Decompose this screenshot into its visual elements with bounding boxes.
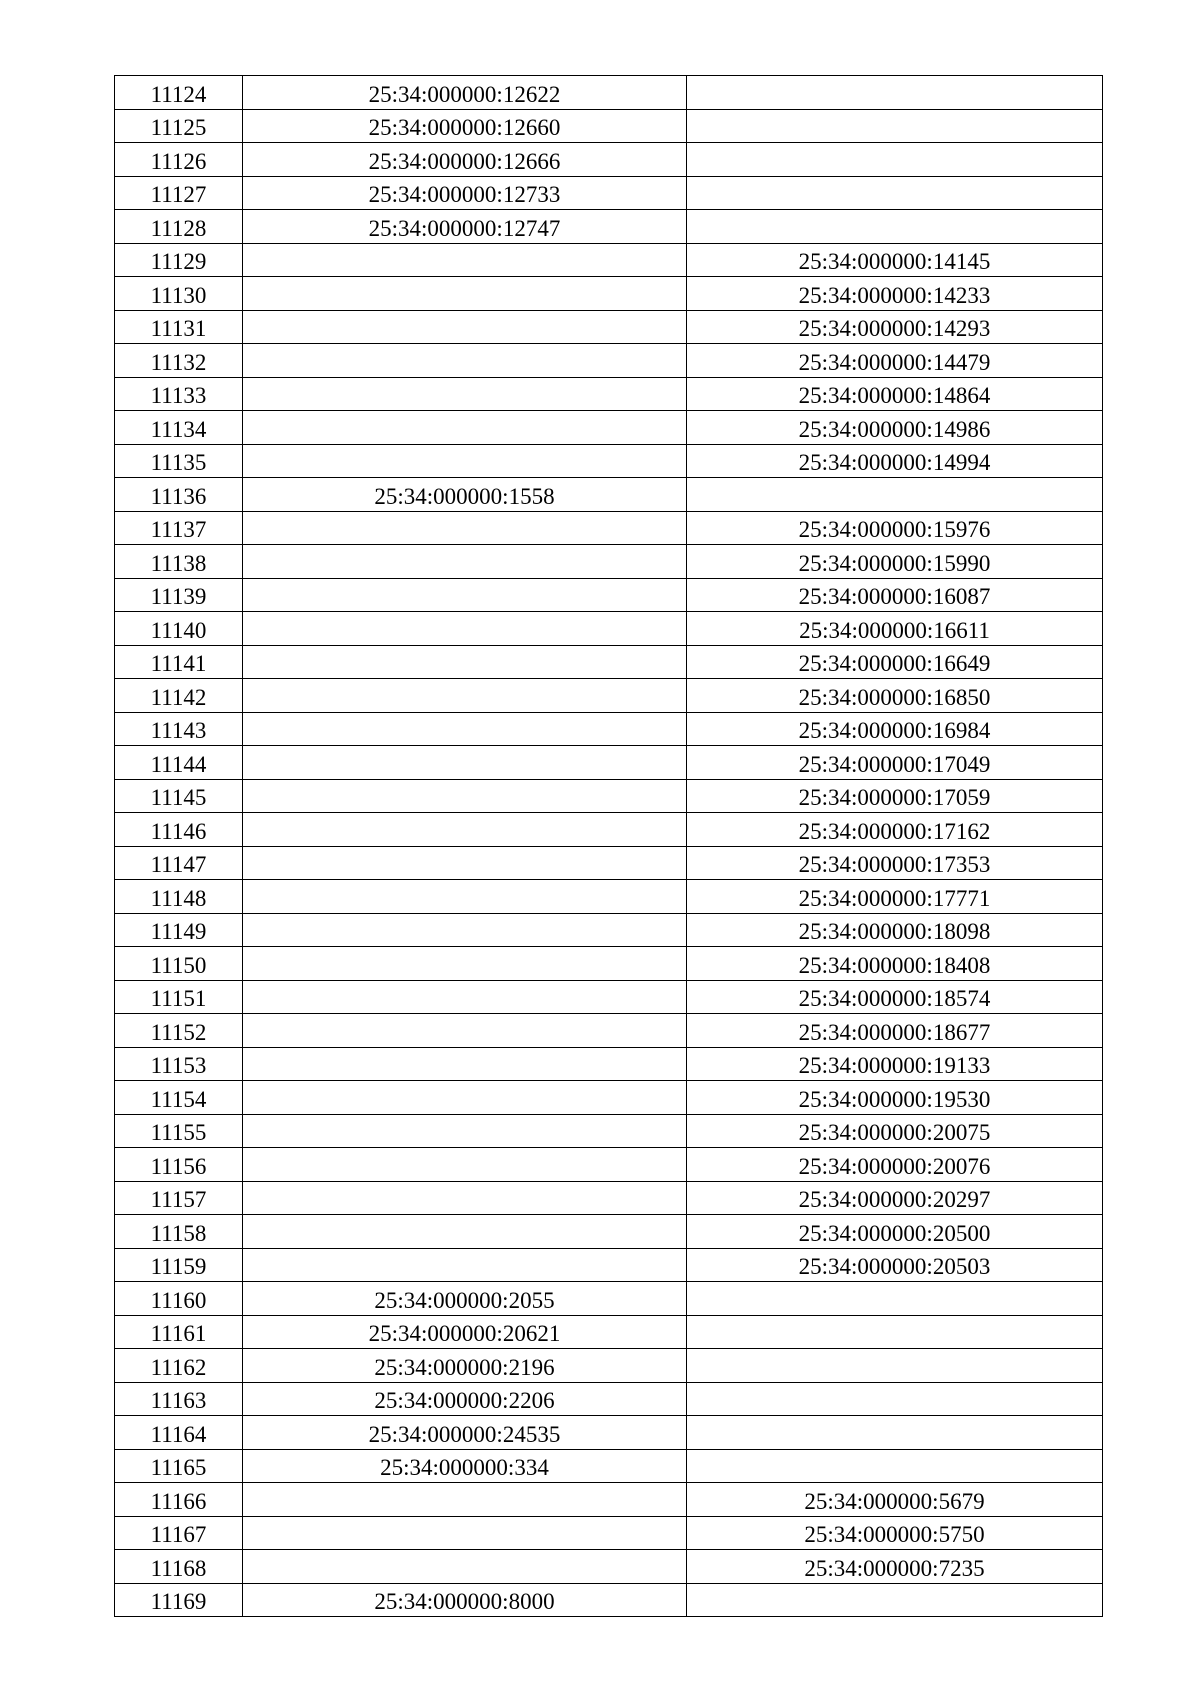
- table-row: [115, 545, 1103, 579]
- row-number-cell: 11140: [115, 612, 243, 646]
- cadastral-number-cell-col3: 25:34:000000:16649: [687, 645, 1103, 679]
- table-row: [115, 76, 1103, 110]
- table-row: [115, 813, 1103, 847]
- row-number-cell: 11164: [115, 1416, 243, 1450]
- row-number-cell: 11136: [115, 478, 243, 512]
- row-number-cell: 11139: [115, 578, 243, 612]
- table-row: [115, 846, 1103, 880]
- cadastral-number-cell-col2: [243, 712, 687, 746]
- row-number-cell: 11169: [115, 1583, 243, 1617]
- row-number-cell: 11137: [115, 511, 243, 545]
- cadastral-number-cell-col2: 25:34:000000:1558: [243, 478, 687, 512]
- table-row: [115, 143, 1103, 177]
- cadastral-number-cell-col3: 25:34:000000:14986: [687, 411, 1103, 445]
- cadastral-number-cell-col3: 25:34:000000:5750: [687, 1516, 1103, 1550]
- table-row: [115, 779, 1103, 813]
- row-number-cell: 11155: [115, 1114, 243, 1148]
- table-row: [115, 411, 1103, 445]
- cadastral-number-cell-col2: [243, 277, 687, 311]
- table-row: [115, 947, 1103, 981]
- table-row: [115, 1081, 1103, 1115]
- table-row: [115, 1382, 1103, 1416]
- cadastral-number-table: [114, 75, 1103, 1617]
- table-row: [115, 1315, 1103, 1349]
- cadastral-number-cell-col3: [687, 76, 1103, 110]
- cadastral-number-cell-col3: 25:34:000000:17771: [687, 880, 1103, 914]
- cadastral-number-cell-col3: 25:34:000000:17059: [687, 779, 1103, 813]
- row-number-cell: 11165: [115, 1449, 243, 1483]
- row-number-cell: 11163: [115, 1382, 243, 1416]
- table-row: [115, 444, 1103, 478]
- cadastral-number-cell-col2: [243, 1248, 687, 1282]
- row-number-cell: 11168: [115, 1550, 243, 1584]
- cadastral-number-cell-col2: [243, 1047, 687, 1081]
- cadastral-number-cell-col3: 25:34:000000:14864: [687, 377, 1103, 411]
- row-number-cell: 11150: [115, 947, 243, 981]
- row-number-cell: 11160: [115, 1282, 243, 1316]
- row-number-cell: 11162: [115, 1349, 243, 1383]
- cadastral-number-cell-col3: [687, 109, 1103, 143]
- cadastral-number-cell-col2: [243, 679, 687, 713]
- cadastral-number-cell-col3: [687, 1282, 1103, 1316]
- table-row: [115, 1349, 1103, 1383]
- table-body: [115, 76, 1103, 1617]
- row-number-cell: 11148: [115, 880, 243, 914]
- row-number-cell: 11133: [115, 377, 243, 411]
- cadastral-number-cell-col2: [243, 1181, 687, 1215]
- table-row: [115, 1047, 1103, 1081]
- row-number-cell: 11157: [115, 1181, 243, 1215]
- cadastral-number-cell-col2: 25:34:000000:12660: [243, 109, 687, 143]
- table-row: [115, 578, 1103, 612]
- row-number-cell: 11127: [115, 176, 243, 210]
- table-row: [115, 1215, 1103, 1249]
- cadastral-number-cell-col3: 25:34:000000:19133: [687, 1047, 1103, 1081]
- row-number-cell: 11134: [115, 411, 243, 445]
- table-row: [115, 980, 1103, 1014]
- table-row: [115, 1114, 1103, 1148]
- cadastral-number-cell-col3: 25:34:000000:14293: [687, 310, 1103, 344]
- cadastral-number-cell-col2: [243, 1550, 687, 1584]
- row-number-cell: 11138: [115, 545, 243, 579]
- table-row: [115, 1583, 1103, 1617]
- cadastral-number-cell-col3: 25:34:000000:16611: [687, 612, 1103, 646]
- cadastral-number-cell-col2: [243, 746, 687, 780]
- cadastral-number-cell-col2: [243, 578, 687, 612]
- cadastral-number-cell-col3: 25:34:000000:14145: [687, 243, 1103, 277]
- cadastral-number-cell-col3: 25:34:000000:5679: [687, 1483, 1103, 1517]
- cadastral-number-cell-col2: [243, 645, 687, 679]
- cadastral-number-cell-col2: 25:34:000000:12733: [243, 176, 687, 210]
- cadastral-number-cell-col3: [687, 1349, 1103, 1383]
- cadastral-number-cell-col2: [243, 980, 687, 1014]
- row-number-cell: 11154: [115, 1081, 243, 1115]
- cadastral-number-cell-col3: [687, 210, 1103, 244]
- table-row: [115, 310, 1103, 344]
- cadastral-number-cell-col2: 25:34:000000:24535: [243, 1416, 687, 1450]
- table-row: [115, 1483, 1103, 1517]
- row-number-cell: 11159: [115, 1248, 243, 1282]
- cadastral-number-cell-col2: [243, 310, 687, 344]
- cadastral-number-cell-col3: 25:34:000000:20500: [687, 1215, 1103, 1249]
- table-row: [115, 712, 1103, 746]
- cadastral-number-cell-col3: [687, 1315, 1103, 1349]
- cadastral-number-cell-col2: [243, 846, 687, 880]
- cadastral-number-cell-col2: [243, 1148, 687, 1182]
- table-row: [115, 1449, 1103, 1483]
- cadastral-number-cell-col2: [243, 243, 687, 277]
- cadastral-number-cell-col2: 25:34:000000:12622: [243, 76, 687, 110]
- table-row: [115, 478, 1103, 512]
- row-number-cell: 11141: [115, 645, 243, 679]
- table-row: [115, 210, 1103, 244]
- table-row: [115, 1516, 1103, 1550]
- cadastral-number-cell-col3: 25:34:000000:14233: [687, 277, 1103, 311]
- table-row: [115, 1181, 1103, 1215]
- cadastral-number-cell-col2: 25:34:000000:12747: [243, 210, 687, 244]
- row-number-cell: 11156: [115, 1148, 243, 1182]
- table-row: [115, 612, 1103, 646]
- row-number-cell: 11130: [115, 277, 243, 311]
- cadastral-number-cell-col3: 25:34:000000:17162: [687, 813, 1103, 847]
- row-number-cell: 11132: [115, 344, 243, 378]
- table-row: [115, 746, 1103, 780]
- cadastral-number-cell-col2: 25:34:000000:2055: [243, 1282, 687, 1316]
- cadastral-number-cell-col2: [243, 913, 687, 947]
- row-number-cell: 11147: [115, 846, 243, 880]
- cadastral-number-cell-col2: 25:34:000000:334: [243, 1449, 687, 1483]
- cadastral-number-cell-col3: [687, 1416, 1103, 1450]
- cadastral-number-cell-col3: [687, 143, 1103, 177]
- cadastral-number-cell-col3: [687, 1583, 1103, 1617]
- row-number-cell: 11161: [115, 1315, 243, 1349]
- row-number-cell: 11128: [115, 210, 243, 244]
- cadastral-number-cell-col2: [243, 1516, 687, 1550]
- cadastral-number-cell-col2: [243, 444, 687, 478]
- cadastral-number-cell-col2: 25:34:000000:12666: [243, 143, 687, 177]
- row-number-cell: 11125: [115, 109, 243, 143]
- cadastral-number-cell-col3: 25:34:000000:15990: [687, 545, 1103, 579]
- cadastral-number-cell-col2: [243, 344, 687, 378]
- cadastral-number-cell-col3: 25:34:000000:14479: [687, 344, 1103, 378]
- table-row: [115, 1416, 1103, 1450]
- cadastral-number-cell-col2: [243, 947, 687, 981]
- table-row: [115, 1148, 1103, 1182]
- table-row: [115, 511, 1103, 545]
- row-number-cell: 11158: [115, 1215, 243, 1249]
- cadastral-number-cell-col3: 25:34:000000:20076: [687, 1148, 1103, 1182]
- cadastral-number-cell-col3: 25:34:000000:17049: [687, 746, 1103, 780]
- cadastral-number-cell-col2: [243, 880, 687, 914]
- cadastral-number-cell-col2: 25:34:000000:2206: [243, 1382, 687, 1416]
- row-number-cell: 11152: [115, 1014, 243, 1048]
- row-number-cell: 11143: [115, 712, 243, 746]
- table-row: [115, 1014, 1103, 1048]
- row-number-cell: 11151: [115, 980, 243, 1014]
- cadastral-number-cell-col2: [243, 545, 687, 579]
- cadastral-number-cell-col2: [243, 813, 687, 847]
- cadastral-number-cell-col3: 25:34:000000:16087: [687, 578, 1103, 612]
- cadastral-number-cell-col2: 25:34:000000:20621: [243, 1315, 687, 1349]
- table-row: [115, 880, 1103, 914]
- table-row: [115, 344, 1103, 378]
- cadastral-number-cell-col2: 25:34:000000:2196: [243, 1349, 687, 1383]
- row-number-cell: 11153: [115, 1047, 243, 1081]
- cadastral-number-cell-col2: [243, 1014, 687, 1048]
- cadastral-number-cell-col3: 25:34:000000:16984: [687, 712, 1103, 746]
- row-number-cell: 11135: [115, 444, 243, 478]
- table-row: [115, 243, 1103, 277]
- table-row: [115, 645, 1103, 679]
- cadastral-number-cell-col3: 25:34:000000:17353: [687, 846, 1103, 880]
- cadastral-number-cell-col3: 25:34:000000:16850: [687, 679, 1103, 713]
- cadastral-number-cell-col2: [243, 779, 687, 813]
- table-row: [115, 1550, 1103, 1584]
- cadastral-number-cell-col2: [243, 1114, 687, 1148]
- cadastral-number-cell-col3: 25:34:000000:14994: [687, 444, 1103, 478]
- table-row: [115, 1248, 1103, 1282]
- cadastral-number-cell-col3: [687, 1449, 1103, 1483]
- row-number-cell: 11166: [115, 1483, 243, 1517]
- cadastral-number-cell-col3: [687, 1382, 1103, 1416]
- cadastral-number-cell-col3: 25:34:000000:18574: [687, 980, 1103, 1014]
- row-number-cell: 11145: [115, 779, 243, 813]
- row-number-cell: 11131: [115, 310, 243, 344]
- row-number-cell: 11146: [115, 813, 243, 847]
- cadastral-number-cell-col2: [243, 612, 687, 646]
- cadastral-number-cell-col3: 25:34:000000:19530: [687, 1081, 1103, 1115]
- cadastral-number-cell-col3: 25:34:000000:18677: [687, 1014, 1103, 1048]
- cadastral-number-cell-col2: [243, 377, 687, 411]
- cadastral-number-cell-col3: 25:34:000000:7235: [687, 1550, 1103, 1584]
- cadastral-number-cell-col3: 25:34:000000:18098: [687, 913, 1103, 947]
- table-row: [115, 176, 1103, 210]
- row-number-cell: 11167: [115, 1516, 243, 1550]
- cadastral-number-cell-col3: 25:34:000000:15976: [687, 511, 1103, 545]
- table-row: [115, 679, 1103, 713]
- table-row: [115, 913, 1103, 947]
- row-number-cell: 11124: [115, 76, 243, 110]
- row-number-cell: 11149: [115, 913, 243, 947]
- table-row: [115, 277, 1103, 311]
- cadastral-number-cell-col2: [243, 511, 687, 545]
- cadastral-number-cell-col3: [687, 176, 1103, 210]
- row-number-cell: 11144: [115, 746, 243, 780]
- cadastral-number-cell-col2: [243, 1483, 687, 1517]
- table-row: [115, 377, 1103, 411]
- cadastral-number-cell-col2: [243, 1081, 687, 1115]
- cadastral-number-cell-col2: 25:34:000000:8000: [243, 1583, 687, 1617]
- cadastral-number-cell-col3: 25:34:000000:20075: [687, 1114, 1103, 1148]
- cadastral-number-cell-col2: [243, 411, 687, 445]
- row-number-cell: 11126: [115, 143, 243, 177]
- cadastral-number-cell-col3: 25:34:000000:18408: [687, 947, 1103, 981]
- cadastral-number-cell-col3: [687, 478, 1103, 512]
- row-number-cell: 11142: [115, 679, 243, 713]
- cadastral-number-cell-col3: 25:34:000000:20503: [687, 1248, 1103, 1282]
- row-number-cell: 11129: [115, 243, 243, 277]
- cadastral-number-cell-col3: 25:34:000000:20297: [687, 1181, 1103, 1215]
- cadastral-number-cell-col2: [243, 1215, 687, 1249]
- table-row: [115, 1282, 1103, 1316]
- table-row: [115, 109, 1103, 143]
